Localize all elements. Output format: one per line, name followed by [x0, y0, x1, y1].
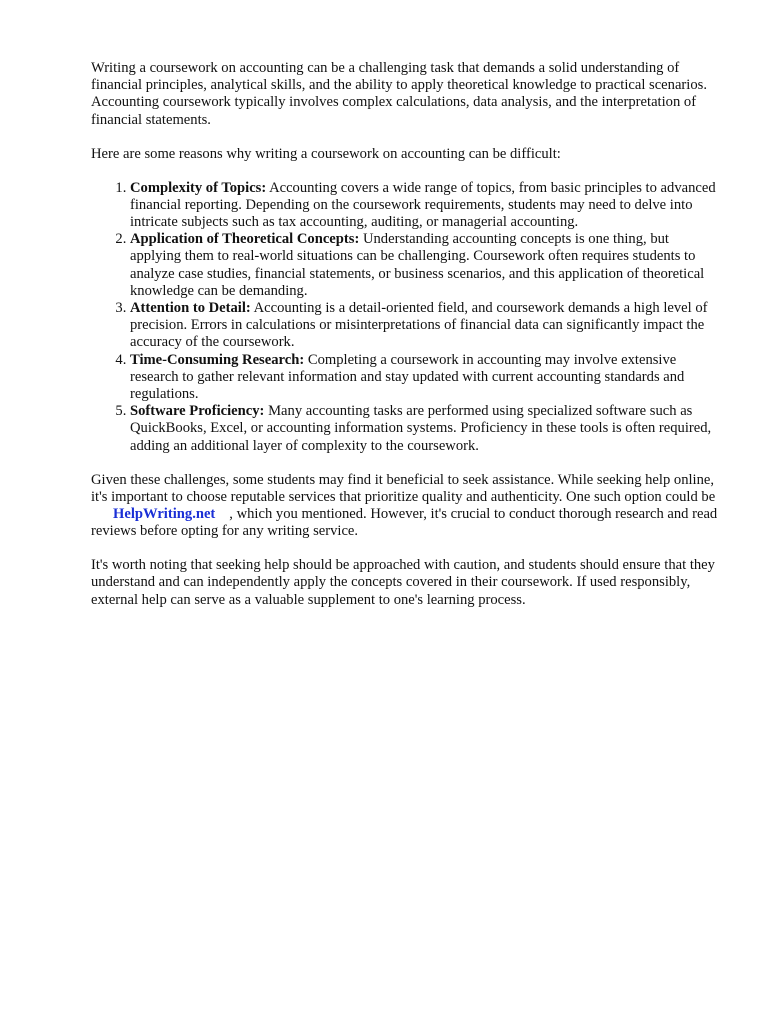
helpwriting-link[interactable]: HelpWriting.net [113, 506, 216, 523]
list-item-attention [130, 300, 721, 352]
list-item-text: Understanding accounting concepts is one thing, but applying them to real-world situations can be challenging. Coursework often requires students to analyze case studies, financial statements, or business scenarios, and this application of theoretical knowledge can be demanding. [130, 231, 705, 299]
list-item-term: Complexity of Topics: [130, 179, 267, 196]
list-item-application [130, 231, 721, 300]
advice-text-before: Given these challenges, some students may find it beneficial to seek assistance. While seeking help online, it's important to choose reputable services that prioritize quality and authenticity. One such option could be [91, 471, 716, 505]
list-item-text: Accounting covers a wide range of topics, from basic principles to advanced financial reporting. Depending on the coursework requirements, students may need to delve into intricate subjects such as tax accounting, auditing, or managerial accounting. [130, 179, 716, 231]
list-item-text: Completing a coursework in accounting may involve extensive research to gather relevant information and stay updated with current accounting standards and regulations. [130, 351, 685, 403]
list-item-term: Attention to Detail: [130, 300, 251, 317]
reasons-list [91, 180, 721, 455]
list-item-text: Many accounting tasks are performed using specialized software such as QuickBooks, Excel, or accounting information systems. Proficiency in these tools is often required, adding an additional layer of complexity to the coursework. [130, 403, 712, 454]
list-item-term: Software Proficiency: [130, 403, 265, 420]
closing-paragraph: It's worth noting that seeking help should be approached with caution, and students should ensure that they understand and can independently apply the concepts covered in their coursework. If used responsibly, external help can serve as a valuable supplement to one's learning process. [91, 557, 715, 608]
list-item-research [130, 352, 721, 404]
document-page [91, 60, 721, 626]
list-item-complexity [130, 180, 721, 232]
intro-paragraph: Writing a coursework on accounting can be a challenging task that demands a solid understanding of financial principles, analytical skills, and the ability to apply theoretical knowledge to practical scenarios. Accounting coursework typically involves complex calculations, data analysis, and the interpretation of financial statements. [91, 60, 707, 128]
advice-text-after: , which you mentioned. However, it's crucial to conduct thorough research and read reviews before opting for any writing service. [91, 506, 718, 540]
advice-paragraph [91, 472, 721, 541]
reasons-lead-paragraph: Here are some reasons why writing a coursework on accounting can be difficult: [91, 145, 561, 162]
list-item-text: Accounting is a detail-oriented field, and coursework demands a high level of precision. Errors in calculations or misinterpretations of financial data can significantly impact the accuracy of the coursework. [130, 300, 708, 351]
list-item-term: Application of Theoretical Concepts: [130, 231, 360, 248]
list-item-term: Time-Consuming Research: [130, 351, 305, 368]
list-item-software [130, 403, 721, 455]
